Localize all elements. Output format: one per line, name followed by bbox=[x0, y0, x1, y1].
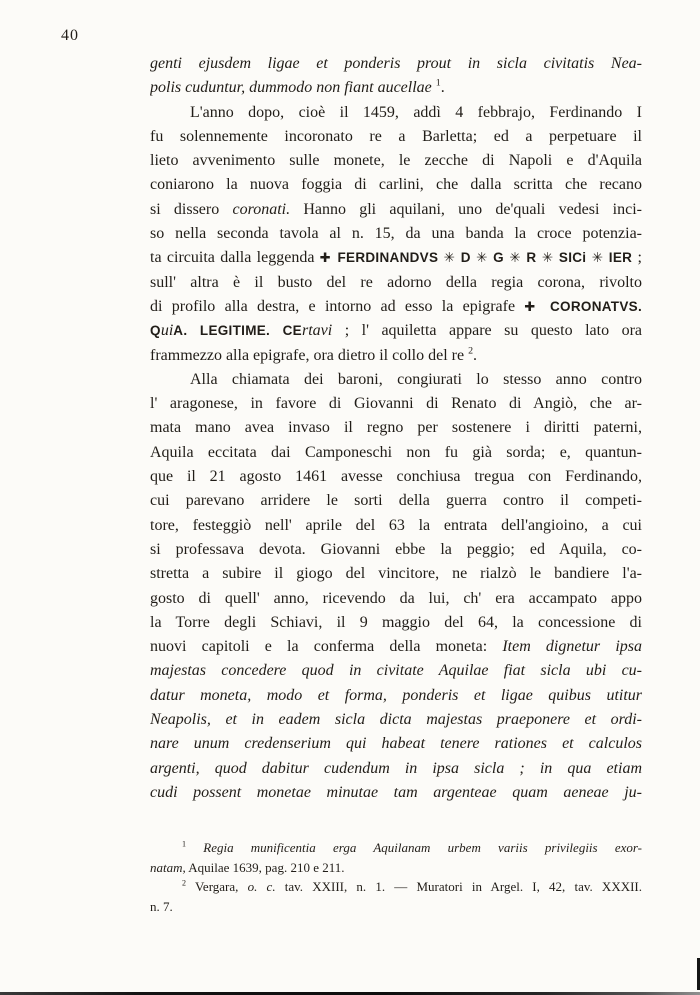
text-segment: natam, bbox=[150, 859, 186, 875]
text-segment: que il 21 agosto 1461 avesse conchiusa tregua con Ferdinando, bbox=[150, 468, 642, 486]
text-line bbox=[150, 489, 642, 513]
text-line bbox=[150, 897, 642, 917]
text-line bbox=[150, 538, 642, 562]
text-line bbox=[150, 246, 642, 270]
text-segment: frammezzo alla epigrafe, ora dietro il collo del re bbox=[150, 346, 469, 364]
text-segment: gosto di quell' anno, ricevendo da lui, ch' era accampato appo bbox=[150, 589, 642, 607]
text-segment: ta circuita dalla leggenda bbox=[150, 249, 320, 267]
text-segment: rtavi bbox=[302, 322, 333, 340]
text-segment: lieto avvenimento sulle monete, le zecche di Napoli e d'Aquila bbox=[150, 152, 642, 170]
coin-legend-text: FERDINANDVS ✳ D ✳ G ✳ R ✳ SICi ✳ IER bbox=[332, 250, 633, 266]
text-line bbox=[150, 514, 642, 538]
text-segment: la Torre degli Schiavi, il 9 maggio del 64, la concessione di bbox=[150, 613, 642, 631]
page-body bbox=[150, 52, 642, 805]
text-segment: Aquilae 1639, pag. 210 e 211. bbox=[185, 859, 345, 875]
text-line bbox=[150, 368, 642, 392]
page-number: 40 bbox=[61, 27, 79, 44]
text-segment: . bbox=[473, 346, 478, 364]
text-line bbox=[150, 684, 642, 708]
text-line bbox=[150, 344, 642, 368]
text-line bbox=[150, 198, 642, 222]
text-segment: Hanno gli aquilani, uno de'quali vedesi inci- bbox=[290, 200, 642, 218]
text-segment: si dissero bbox=[150, 200, 233, 218]
text-line bbox=[150, 708, 642, 732]
text-segment: stretta a subire il giogo del vincitore, ne rialzò le bandiere l'a- bbox=[150, 565, 642, 583]
text-segment: so nella seconda tavola al n. 15, da una banda la croce potenzia- bbox=[150, 225, 642, 243]
text-segment: Alla chiamata dei baroni, congiurati lo stesso anno contro bbox=[190, 370, 642, 388]
text-segment: cui parevano arridere le sorti della guerra contro il competi- bbox=[150, 492, 642, 510]
text-line bbox=[150, 125, 642, 149]
text-line bbox=[150, 587, 642, 611]
text-line bbox=[150, 319, 642, 343]
text-line bbox=[150, 781, 642, 805]
text-line bbox=[150, 392, 642, 416]
text-line bbox=[150, 659, 642, 683]
text-segment: argenti, quod dabitur cudendum in ipsa sicla ; in qua etiam bbox=[150, 759, 642, 777]
footnotes bbox=[150, 838, 642, 916]
text-line bbox=[150, 635, 642, 659]
text-segment: nuovi capitoli e la conferma della moneta: bbox=[150, 638, 503, 656]
text-segment: cudi possent monetae minutae tam argenteae quam aeneae ju- bbox=[150, 783, 642, 801]
text-line bbox=[150, 562, 642, 586]
text-line bbox=[150, 416, 642, 440]
text-line bbox=[150, 611, 642, 635]
text-line bbox=[150, 838, 642, 858]
cross-icon: ✚ bbox=[524, 299, 541, 315]
text-segment: Regia munificentia erga Aquilanam urbem variis privilegiis exor- bbox=[186, 840, 642, 855]
text-line bbox=[150, 757, 642, 781]
text-line bbox=[150, 101, 642, 125]
text-segment: Vergara, bbox=[186, 879, 248, 894]
text-line bbox=[150, 222, 642, 246]
coin-legend-text: CORONATVS. bbox=[540, 298, 642, 314]
footnote-ref: 1 bbox=[182, 839, 187, 849]
text-line bbox=[150, 271, 642, 295]
text-segment: coniarono la nuova foggia di carlini, che dalla scritta che recano bbox=[150, 176, 642, 194]
text-line bbox=[150, 76, 642, 100]
footnote-ref: 2 bbox=[468, 345, 474, 357]
text-line bbox=[150, 149, 642, 173]
text-segment: mata mano avea invaso il regno per sostenere i diritti paterni, bbox=[150, 419, 642, 437]
text-line bbox=[150, 877, 642, 897]
text-segment: nare unum credenserium qui habeat tenere rationes et calculos bbox=[150, 735, 642, 753]
text-segment: ; l' aquiletta appare su questo lato ora bbox=[332, 322, 642, 340]
text-line bbox=[150, 465, 642, 489]
text-segment: n. 7. bbox=[150, 898, 173, 914]
text-segment: l' aragonese, in favore di Giovanni di Renato di Angiò, che ar- bbox=[150, 395, 642, 413]
text-segment: tav. XXIII, n. 1. — Muratori in Argel. I, 42, tav. XXXII. bbox=[275, 879, 642, 894]
text-segment: si professava devota. Giovanni ebbe la peggio; ed Aquila, co- bbox=[150, 540, 642, 558]
text-segment: Aquila eccitata dai Camponeschi non fu già sorda; e, quantun- bbox=[150, 443, 642, 461]
text-segment: majestas concedere quod in civitate Aquilae fiat sicla ubi cu- bbox=[150, 662, 642, 680]
text-line bbox=[150, 173, 642, 197]
text-line bbox=[150, 441, 642, 465]
text-line bbox=[150, 732, 642, 756]
text-segment: ; bbox=[632, 249, 642, 267]
text-segment: o. c. bbox=[247, 879, 276, 894]
text-line bbox=[150, 858, 642, 878]
text-segment: Neapolis, et in eadem sicla dicta majestas praeponere et ordi- bbox=[150, 711, 642, 729]
text-segment: . bbox=[440, 79, 445, 97]
coin-legend-text: Q bbox=[150, 323, 161, 339]
text-segment: tore, festeggiò nell' aprile del 63 la entrata dell'angioino, a cui bbox=[150, 516, 642, 534]
footnote-ref: 2 bbox=[182, 878, 187, 888]
text-segment: coronati. bbox=[232, 200, 291, 218]
text-line bbox=[150, 52, 642, 76]
text-segment: di profilo alla destra, e intorno ad esso la epigrafe bbox=[150, 297, 525, 315]
text-segment: datur moneta, modo et forma, ponderis et ligae quibus utitur bbox=[150, 686, 642, 704]
cross-icon: ✚ bbox=[319, 251, 333, 267]
footnote-ref: 1 bbox=[435, 77, 441, 89]
text-segment: genti ejusdem ligae et ponderis prout in sicla civitatis Nea- bbox=[150, 55, 642, 72]
text-line bbox=[150, 295, 642, 319]
text-segment: L'anno dopo, cioè il 1459, addì 4 febbrajo, Ferdinando I bbox=[190, 103, 642, 121]
text-segment: fu solennemente incoronato re a Barletta; ed a perpetuare il bbox=[150, 127, 642, 145]
text-segment: ui bbox=[160, 322, 174, 340]
text-segment: Item dignetur ipsa bbox=[502, 638, 642, 656]
text-segment: sull' altra è il busto del re adorno della regia corona, rivolto bbox=[150, 273, 642, 291]
text-segment: polis cuduntur, dummodo non fiant aucellae bbox=[150, 79, 436, 97]
coin-legend-text: A. LEGITIME. CE bbox=[173, 323, 302, 339]
